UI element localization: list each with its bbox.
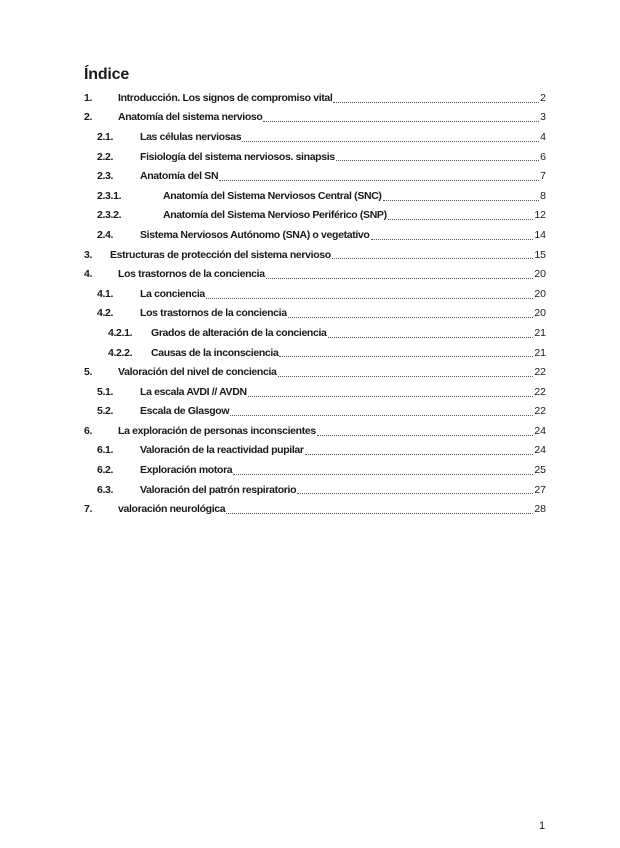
toc-entry[interactable]	[84, 499, 546, 519]
toc-entry[interactable]	[84, 127, 546, 147]
toc-entry[interactable]	[84, 88, 546, 108]
toc-entry-page: 15	[534, 248, 546, 261]
toc-entry-page: 24	[534, 424, 546, 437]
dot-leader	[219, 179, 539, 181]
toc-entry-title: Introducción. Los signos de compromiso vital	[118, 91, 333, 104]
dot-leader	[328, 336, 534, 338]
dot-leader	[233, 473, 533, 475]
toc-entry[interactable]	[84, 480, 546, 500]
toc-entry-page: 20	[534, 287, 546, 300]
toc-entry-title: Exploración motora	[140, 464, 233, 477]
toc-entry[interactable]	[84, 225, 546, 245]
toc-entry[interactable]	[84, 460, 546, 480]
toc-entry-title: Las células nerviosas	[140, 130, 242, 143]
toc-entry[interactable]	[84, 323, 546, 343]
toc-entry-number: 6.3.	[97, 483, 114, 496]
toc-entry-title: Valoración de la reactividad pupilar	[140, 444, 304, 457]
toc-entry-title: Anatomía del SN	[140, 170, 219, 183]
toc-entry-title: La exploración de personas inconscientes	[118, 424, 316, 437]
toc-entry-title: Los trastornos de la conciencia	[118, 268, 265, 281]
toc-entry-page: 20	[534, 268, 546, 281]
toc-entry[interactable]	[84, 441, 546, 461]
dot-leader	[297, 492, 533, 494]
dot-leader	[388, 218, 534, 220]
toc-entry-title: Los trastornos de la conciencia	[140, 307, 287, 320]
toc-entry-page: 24	[534, 444, 546, 457]
toc-entry[interactable]	[84, 362, 546, 382]
toc-entry-number: 6.1.	[97, 444, 114, 457]
dot-leader	[305, 453, 534, 455]
toc-entry-page: 14	[534, 228, 546, 241]
toc-entry-page: 21	[534, 346, 546, 359]
toc-entry-title: Anatomía del Sistema Nerviosos Central (SNC)	[163, 189, 382, 202]
toc-entry-page: 22	[534, 385, 546, 398]
dot-leader	[248, 395, 534, 397]
toc-entry-page: 27	[534, 483, 546, 496]
toc-entry-title: Anatomía del Sistema Nervioso Periférico (SNP)	[163, 209, 387, 222]
toc-entry[interactable]	[84, 166, 546, 186]
toc-entry-title: Causas de la inconsciencia	[151, 346, 279, 359]
dot-leader	[383, 199, 540, 201]
dot-leader	[226, 512, 533, 514]
table-of-contents	[84, 88, 546, 519]
toc-entry[interactable]	[84, 284, 546, 304]
toc-entry-number: 4.	[84, 268, 93, 281]
toc-entry-number: 4.2.1.	[108, 326, 133, 339]
toc-entry-title: valoración neurológica	[118, 503, 226, 516]
toc-entry-number: 7.	[84, 503, 93, 516]
toc-entry-page: 2	[540, 91, 546, 104]
toc-entry-title: La escala AVDI // AVDN	[140, 385, 247, 398]
toc-entry[interactable]	[84, 304, 546, 324]
toc-entry-title: Valoración del patrón respiratorio	[140, 483, 297, 496]
toc-entry-number: 4.2.	[97, 307, 114, 320]
toc-entry-page: 28	[534, 503, 546, 516]
toc-entry-number: 6.2.	[97, 464, 114, 477]
toc-entry[interactable]	[84, 382, 546, 402]
dot-leader	[317, 434, 533, 436]
dot-leader	[206, 297, 533, 299]
toc-entry-number: 4.2.2.	[108, 346, 133, 359]
toc-entry-page: 21	[534, 326, 546, 339]
dot-leader	[371, 238, 534, 240]
toc-entry-number: 2.3.2.	[97, 209, 122, 222]
toc-entry-page: 3	[540, 111, 546, 124]
toc-entry-number: 6.	[84, 424, 93, 437]
toc-entry-page: 22	[534, 405, 546, 418]
toc-entry-page: 7	[540, 170, 546, 183]
toc-entry-number: 4.1.	[97, 287, 114, 300]
dot-leader	[279, 355, 533, 357]
toc-entry[interactable]	[84, 206, 546, 226]
toc-entry-number: 3.	[84, 248, 93, 261]
toc-entry[interactable]	[84, 245, 546, 265]
toc-entry-page: 8	[540, 189, 546, 202]
toc-entry-title: Valoración del nivel de conciencia	[118, 366, 277, 379]
dot-leader	[263, 120, 539, 122]
toc-title: Índice	[84, 66, 130, 83]
toc-entry-page: 20	[534, 307, 546, 320]
toc-entry-number: 2.3.	[97, 170, 114, 183]
toc-entry-page: 25	[534, 464, 546, 477]
toc-entry[interactable]	[84, 343, 546, 363]
dot-leader	[230, 414, 533, 416]
toc-entry-title: Estructuras de protección del sistema nervioso	[110, 248, 331, 261]
dot-leader	[278, 375, 534, 377]
toc-entry-page: 12	[534, 209, 546, 222]
toc-entry-title: Escala de Glasgow	[140, 405, 230, 418]
toc-entry-title: La conciencia	[140, 287, 205, 300]
toc-entry-number: 2.4.	[97, 228, 114, 241]
toc-entry-page: 22	[534, 366, 546, 379]
toc-entry-number: 5.	[84, 366, 93, 379]
toc-entry-title: Fisiología del sistema nerviosos. sinapsis	[140, 150, 335, 163]
dot-leader	[242, 140, 539, 142]
toc-entry-title: Sistema Nerviosos Autónomo (SNA) o vegetativo	[140, 228, 370, 241]
toc-entry[interactable]	[84, 108, 546, 128]
toc-entry[interactable]	[84, 264, 546, 284]
toc-entry-page: 4	[540, 130, 546, 143]
toc-entry-number: 2.	[84, 111, 93, 124]
page-number: 1	[539, 820, 546, 832]
dot-leader	[336, 159, 539, 161]
toc-entry-number: 5.2.	[97, 405, 114, 418]
dot-leader	[288, 316, 534, 318]
toc-entry-number: 5.1.	[97, 385, 114, 398]
dot-leader	[266, 277, 534, 279]
toc-entry-page: 6	[540, 150, 546, 163]
toc-entry-number: 2.3.1.	[97, 189, 122, 202]
toc-entry-title: Grados de alteración de la conciencia	[151, 326, 327, 339]
toc-entry-number: 2.1.	[97, 130, 114, 143]
toc-entry[interactable]	[84, 421, 546, 441]
toc-entry-number: 2.2.	[97, 150, 114, 163]
toc-entry-title: Anatomía del sistema nervioso	[118, 111, 263, 124]
dot-leader	[333, 101, 539, 103]
dot-leader	[332, 257, 534, 259]
toc-entry[interactable]	[84, 186, 546, 206]
toc-entry-number: 1.	[84, 91, 93, 104]
toc-entry[interactable]	[84, 402, 546, 422]
toc-entry[interactable]	[84, 147, 546, 167]
